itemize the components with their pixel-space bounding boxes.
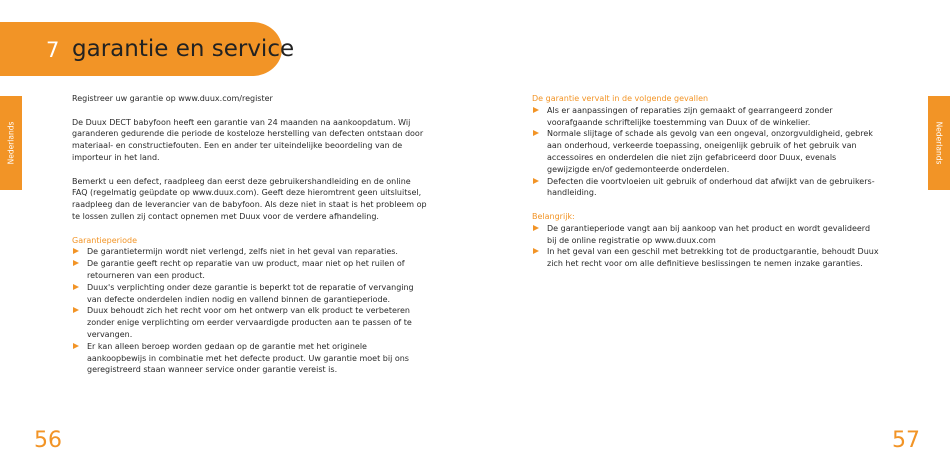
page-number-right: 57 bbox=[892, 428, 920, 453]
section-heading-important: Belangrijk: bbox=[532, 211, 575, 221]
list-item-text: Er kan alleen beroep worden gedaan op de garantie met het originele aankoopbewijs in combinatie met het defecte product. Uw garantie moet bij ons geregistreerd staan wanneer service onder garantie vereist is. bbox=[87, 341, 409, 375]
list-item-text: In het geval van een geschil met betrekking tot de productgarantie, behoudt Duux zich het recht voor om alle definitieve beslissingen te nemen inzake garanties. bbox=[547, 247, 879, 269]
bullet-arrow-icon bbox=[73, 284, 79, 290]
void-cases-list bbox=[532, 105, 880, 199]
page-number-left: 56 bbox=[34, 428, 62, 453]
list-item bbox=[72, 341, 428, 376]
chapter-banner bbox=[0, 22, 295, 76]
list-item bbox=[532, 176, 880, 200]
bullet-arrow-icon bbox=[73, 248, 79, 254]
list-item bbox=[72, 258, 428, 282]
bullet-arrow-icon bbox=[533, 107, 539, 113]
register-line: Registreer uw garantie op www.duux.com/register bbox=[72, 94, 273, 103]
language-tab-left-label: Nederlands bbox=[6, 121, 16, 165]
list-item bbox=[72, 246, 428, 258]
list-item-text: De garantietermijn wordt niet verlengd, zelfs niet in het geval van reparaties. bbox=[87, 247, 398, 257]
list-item-text: Duux behoudt zich het recht voor om het ontwerp van elk product te verbeteren zonder enige verplichting om eerder vervaardigde producten aan te passen of te vervangen. bbox=[87, 306, 412, 339]
language-tab-right-label: Nederlands bbox=[934, 121, 944, 165]
chapter-title: garantie en service bbox=[72, 36, 295, 62]
language-tab-right bbox=[928, 96, 950, 190]
section-heading-warranty-period: Garantieperiode bbox=[72, 235, 138, 245]
chapter-number: 7 bbox=[46, 38, 60, 62]
list-item bbox=[72, 282, 428, 306]
list-item bbox=[72, 305, 428, 340]
language-tab-left bbox=[0, 96, 22, 190]
section-heading-void-cases: De garantie vervalt in de volgende gevallen bbox=[532, 94, 709, 103]
bullet-arrow-icon bbox=[73, 307, 79, 313]
list-item bbox=[532, 223, 880, 247]
list-item-text: Normale slijtage of schade als gevolg van een ongeval, onzorgvuldigheid, gebrek aan onderhoud, verkeerde toepassing, oneigenlijk gebruik of het gebruik van accessoires en onderdelen die niet zijn gefabriceerd door Duux, evenals gewijzigde en/of gedemonteerde onderdelen. bbox=[547, 129, 873, 174]
left-column bbox=[72, 93, 428, 388]
list-item bbox=[532, 105, 880, 129]
list-item bbox=[532, 128, 880, 175]
bullet-arrow-icon bbox=[533, 130, 539, 136]
list-item-text: De garantieperiode vangt aan bij aankoop van het product en wordt gevalideerd bij de online registratie op www.duux.com bbox=[547, 223, 871, 245]
warranty-paragraph: De Duux DECT babyfoon heeft een garantie van 24 maanden na aankoopdatum. Wij garanderen gedurende die periode de kosteloze herstelling van defecten ontstaan door materiaal- en constructiefouten. Een en ander ter uiteindelijke beoordeling van de importeur in het land. bbox=[72, 117, 424, 162]
list-item-text: Defecten die voortvloeien uit gebruik of onderhoud dat afwijkt van de gebruikers-handleiding. bbox=[547, 176, 875, 198]
bullet-arrow-icon bbox=[533, 178, 539, 184]
list-item bbox=[532, 246, 880, 270]
list-item-text: De garantie geeft recht op reparatie van uw product, maar niet op het ruilen of retourneren van een product. bbox=[87, 259, 405, 280]
important-list bbox=[532, 223, 880, 270]
list-item-text: Duux's verplichting onder deze garantie is beperkt tot de reparatie of vervanging van defecte onderdelen indien nodig en vallend binnen de garantieperiode. bbox=[87, 282, 414, 304]
bullet-arrow-icon bbox=[533, 248, 539, 254]
defect-paragraph: Bemerkt u een defect, raadpleeg dan eerst deze gebruikershandleiding en de online FAQ (regelmatig geüpdate op www.duux.com). Geeft deze hieromtrent geen uitsluitsel, raadpleeg dan de leverancier van de babyfoon. Als deze niet in staat is het probleem op te lossen zullen zij contact opnemen met Duux voor de verdere afhandeling. bbox=[72, 176, 427, 221]
bullet-arrow-icon bbox=[533, 225, 539, 231]
bullet-arrow-icon bbox=[73, 260, 79, 266]
list-item-text: Als er aanpassingen of reparaties zijn gemaakt of gearrangeerd zonder voorafgaande schriftelijke toestemming van Duux of de winkelier. bbox=[547, 105, 833, 127]
warranty-period-list bbox=[72, 246, 428, 376]
bullet-arrow-icon bbox=[73, 343, 79, 349]
right-column bbox=[532, 93, 880, 282]
